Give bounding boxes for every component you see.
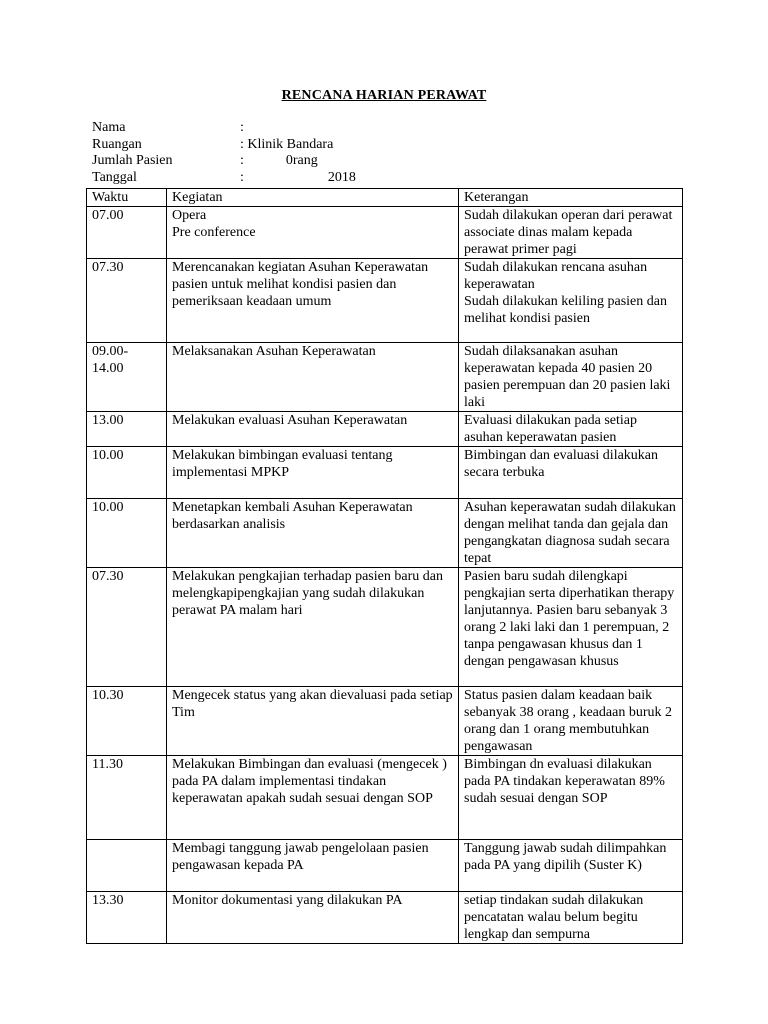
- cell-kegiatan: Melakukan pengkajian terhadap pasien baru dan melengkapipengkajian yang sudah dilakukan perawat PA malam hari: [167, 568, 459, 687]
- cell-kegiatan: Melaksanakan Asuhan Keperawatan: [167, 343, 459, 412]
- meta-value: : Klinik Bandara: [240, 136, 334, 152]
- cell-keterangan: Bimbingan dn evaluasi dilakukan pada PA tindakan keperawatan 89% sudah sesuai dengan SOP: [459, 756, 683, 840]
- table-row: [87, 892, 683, 944]
- cell-waktu: 11.30: [87, 756, 167, 840]
- table-row: [87, 207, 683, 259]
- meta-value: : 2018: [240, 169, 356, 185]
- cell-keterangan: Evaluasi dilakukan pada setiap asuhan keperawatan pasien: [459, 412, 683, 447]
- meta-label: Tanggal: [92, 169, 137, 185]
- table-row: [87, 259, 683, 343]
- table-row: [87, 687, 683, 756]
- cell-kegiatan: Mengecek status yang akan dievaluasi pada setiap Tim: [167, 687, 459, 756]
- cell-keterangan: Sudah dilakukan rencana asuhan keperawatan Sudah dilakukan keliling pasien dan melihat kondisi pasien: [459, 259, 683, 343]
- cell-keterangan: setiap tindakan sudah dilakukan pencatatan walau belum begitu lengkap dan sempurna: [459, 892, 683, 944]
- meta-label: Jumlah Pasien: [92, 153, 173, 168]
- cell-keterangan: Asuhan keperawatan sudah dilakukan dengan melihat tanda dan gejala dan pengangkatan diagnosa sudah secara tepat: [459, 499, 683, 568]
- table-row: [87, 447, 683, 499]
- cell-kegiatan: Opera Pre conference: [167, 207, 459, 259]
- cell-waktu: [87, 840, 167, 892]
- header-keterangan: Keterangan: [459, 189, 683, 207]
- meta-label: Ruangan: [92, 136, 142, 152]
- table-row: [87, 840, 683, 892]
- header-kegiatan: Kegiatan: [167, 189, 459, 207]
- meta-label: Nama: [92, 120, 126, 135]
- cell-waktu: 07.00: [87, 207, 167, 259]
- cell-waktu: 10.00: [87, 499, 167, 568]
- table-row: [87, 412, 683, 447]
- cell-kegiatan: Menetapkan kembali Asuhan Keperawatan berdasarkan analisis: [167, 499, 459, 568]
- cell-keterangan: Sudah dilakukan operan dari perawat associate dinas malam kepada perawat primer pagi: [459, 207, 683, 259]
- cell-waktu: 10.00: [87, 447, 167, 499]
- table-row: [87, 499, 683, 568]
- cell-kegiatan: Melakukan evaluasi Asuhan Keperawatan: [167, 412, 459, 447]
- document-title: RENCANA HARIAN PERAWAT: [281, 88, 487, 103]
- cell-kegiatan: Melakukan bimbingan evaluasi tentang implementasi MPKP: [167, 447, 459, 499]
- cell-keterangan: Sudah dilaksanakan asuhan keperawatan kepada 40 pasien 20 pasien perempuan dan 20 pasien laki laki: [459, 343, 683, 412]
- cell-keterangan: Tanggung jawab sudah dilimpahkan pada PA yang dipilih (Suster K): [459, 840, 683, 892]
- cell-keterangan: Status pasien dalam keadaan baik sebanyak 38 orang , keadaan buruk 2 orang dan 1 orang membutuhkan pengawasan: [459, 687, 683, 756]
- cell-kegiatan: Membagi tanggung jawab pengelolaan pasien pengawasan kepada PA: [167, 840, 459, 892]
- cell-waktu: 13.00: [87, 412, 167, 447]
- table-row: [87, 343, 683, 412]
- header-waktu: Waktu: [87, 189, 167, 207]
- table-header-row: [87, 189, 683, 207]
- cell-keterangan: Bimbingan dan evaluasi dilakukan secara terbuka: [459, 447, 683, 499]
- table-row: [87, 756, 683, 840]
- cell-waktu: 13.30: [87, 892, 167, 944]
- meta-value: :: [240, 120, 244, 135]
- cell-kegiatan: Merencanakan kegiatan Asuhan Keperawatan pasien untuk melihat kondisi pasien dan pemeriksaan keadaan umum: [167, 259, 459, 343]
- cell-kegiatan: Melakukan Bimbingan dan evaluasi (mengecek ) pada PA dalam implementasi tindakan keperawatan apakah sudah sesuai dengan SOP: [167, 756, 459, 840]
- table-row: [87, 568, 683, 687]
- meta-value: : 0rang: [240, 153, 318, 168]
- cell-keterangan: Pasien baru sudah dilengkapi pengkajian serta diperhatikan therapy lanjutannya. Pasien baru sebanyak 3 orang 2 laki laki dan 1 perempuan, 2 tanpa pengawasan khusus dan 1 dengan pengawasan khusus: [459, 568, 683, 687]
- cell-waktu: 07.30: [87, 568, 167, 687]
- cell-waktu: 07.30: [87, 259, 167, 343]
- cell-waktu: 10.30: [87, 687, 167, 756]
- schedule-table: [86, 188, 683, 944]
- cell-waktu: 09.00- 14.00: [87, 343, 167, 412]
- cell-kegiatan: Monitor dokumentasi yang dilakukan PA: [167, 892, 459, 944]
